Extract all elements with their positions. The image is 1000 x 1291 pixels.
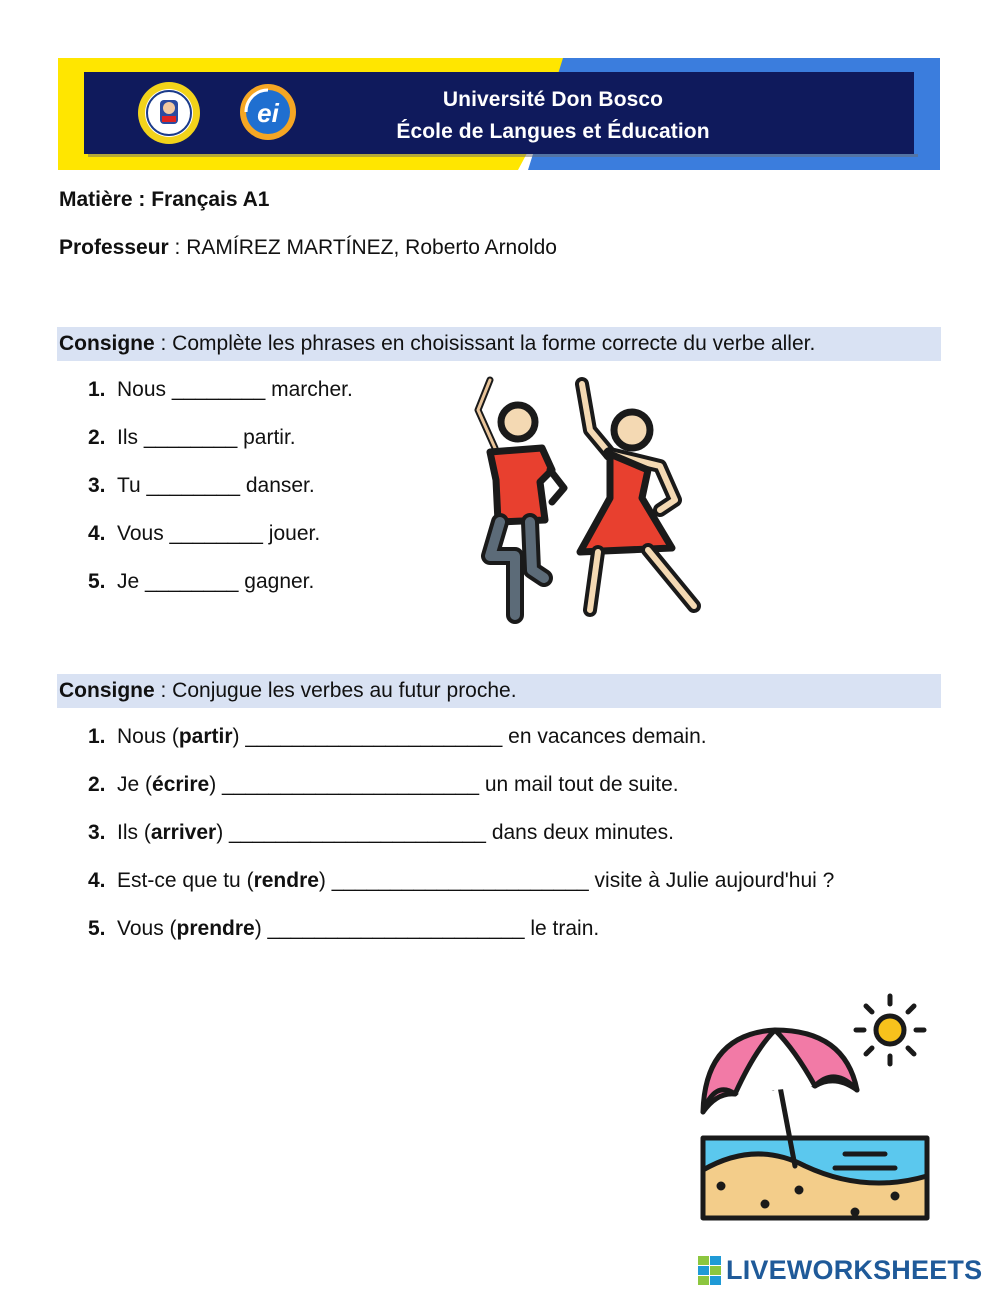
verb: arriver (150, 821, 217, 844)
verb: partir (178, 725, 233, 748)
subject-line (59, 188, 269, 212)
verb: rendre (253, 869, 319, 892)
list-item: 2. Ils ________ partir. (88, 426, 296, 449)
banner-title-line1: Université Don Bosco (442, 88, 664, 111)
dancing-couple-icon (460, 370, 710, 632)
subject-label: Matière : Français A1 (59, 188, 270, 211)
teacher-line (59, 236, 557, 260)
instruction-bar-2 (57, 674, 941, 708)
sentence-text: Nous ________ marcher. (117, 378, 353, 401)
list-item: 4. Vous ________ jouer. (88, 522, 321, 545)
sentence-text: Je ________ gagner. (117, 570, 315, 593)
instruction-label-2: Consigne (59, 679, 155, 702)
verb: prendre (176, 917, 255, 940)
list-item: 5. Vous (prendre) ______________________ le train. (88, 917, 600, 940)
list-item: 4. Est-ce que tu (rendre) ______________________ visite à Julie aujourd'hui ? (88, 869, 835, 892)
instruction-label-1: Consigne (59, 332, 155, 355)
ei-logo-icon (238, 82, 298, 142)
list-item: 3. Tu ________ danser. (88, 474, 315, 497)
instruction-text-2: : Conjugue les verbes au futur proche. (154, 679, 517, 702)
header-banner (58, 58, 940, 170)
list-item: 5. Je ________ gagner. (88, 570, 315, 593)
sentence-text: Vous ________ jouer. (117, 522, 321, 545)
instruction-bar-1 (57, 327, 941, 361)
instruction-text-1: : Complète les phrases en choisissant la forme correcte du verbe aller. (154, 332, 816, 355)
liveworksheets-brand[interactable]: LIVEWORKSHEETS (726, 1255, 983, 1285)
list-item: 1. Nous ________ marcher. (88, 378, 353, 401)
list-item: 2. Je (écrire) ______________________ un mail tout de suite. (88, 773, 679, 796)
sentence-text: Ils ________ partir. (117, 426, 296, 449)
beach-umbrella-icon (695, 990, 935, 1222)
list-item: 3. Ils (arriver) ______________________ dans deux minutes. (88, 821, 674, 844)
liveworksheets-logo-icon (698, 1254, 722, 1286)
ei-logo-text: ei (257, 98, 279, 128)
sentence-text: Tu ________ danser. (117, 474, 315, 497)
list-item: 1. Nous (partir) ______________________ en vacances demain. (88, 725, 707, 748)
banner-title (358, 84, 748, 148)
banner-title-line2: École de Langues et Éducation (396, 120, 710, 143)
university-seal-icon (136, 80, 202, 146)
teacher-label: Professeur (59, 236, 169, 259)
verb: écrire (152, 773, 210, 796)
teacher-name: : RAMÍREZ MARTÍNEZ, Roberto Arnoldo (168, 236, 557, 259)
